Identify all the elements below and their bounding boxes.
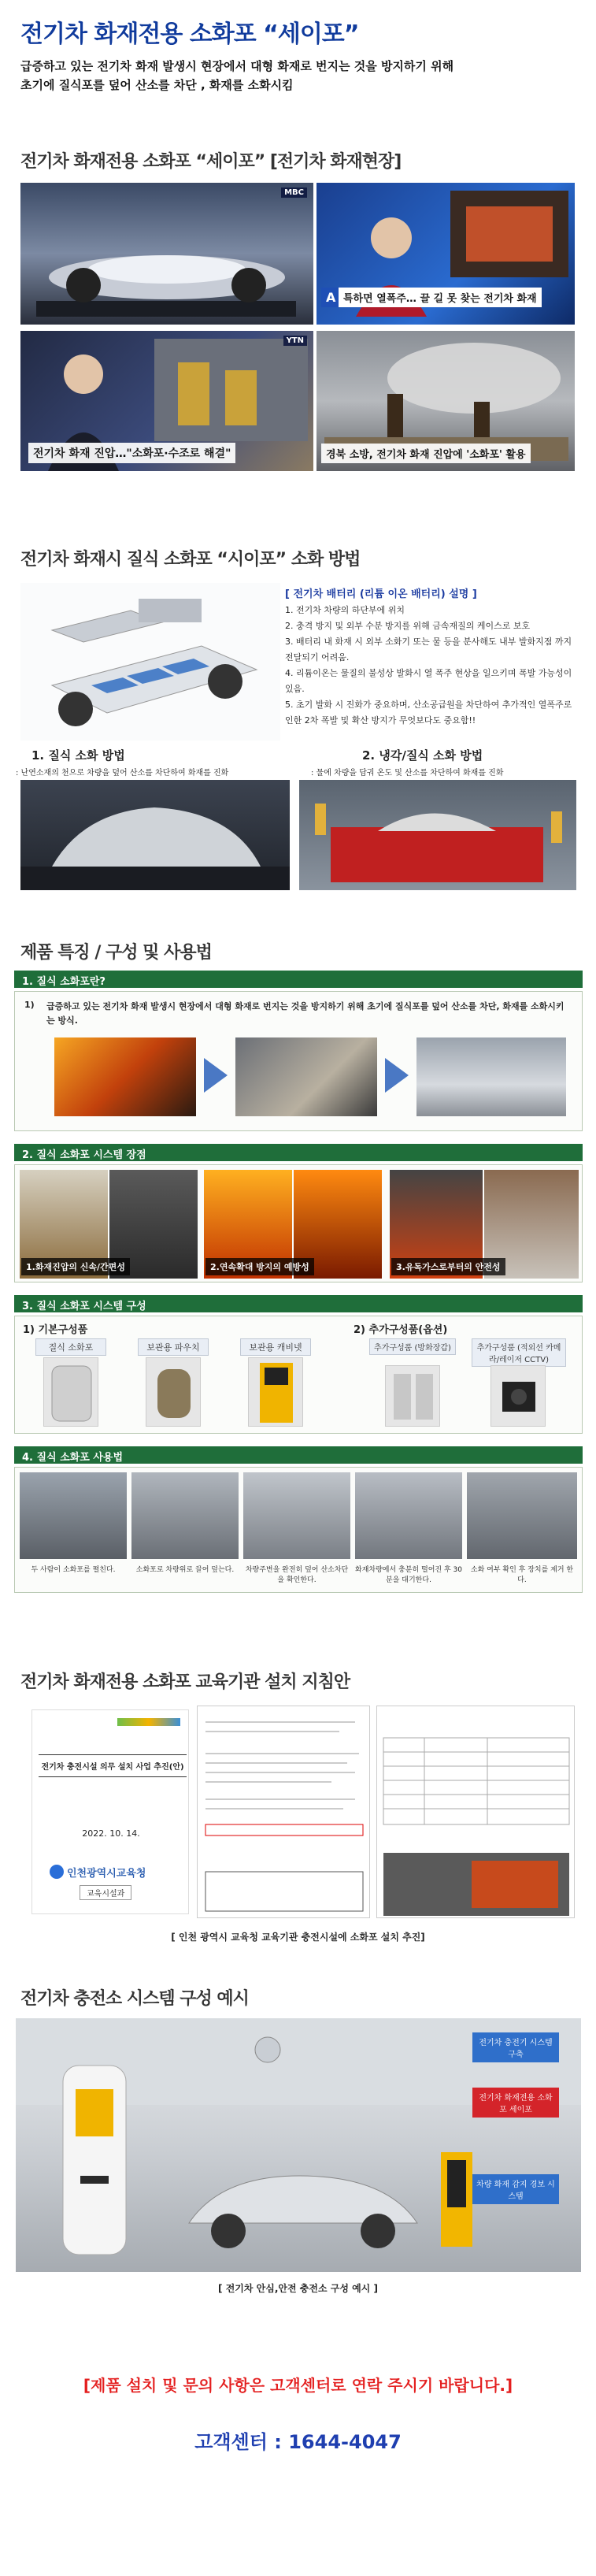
- edu-caption: [ 인천 광역시 교육청 교육기관 충전시설에 소화포 설치 추진]: [171, 1932, 425, 1943]
- method1-title: 1. 질식 소화 방법: [31, 748, 125, 763]
- glove-icon: [386, 1366, 441, 1427]
- subtitle-line-1: 급증하고 있는 전기차 화재 발생시 현장에서 대형 화재로 번지는 것을 방지하기 위해: [20, 59, 454, 73]
- what-is-text: 급증하고 있는 전기차 화재 발생시 현장에서 대형 화재로 번지는 것을 방지하기 위해 초기에 질식포를 덮어 산소를 차단, 화재를 소화시키는 방식.: [46, 1001, 565, 1026]
- usage-step-3: 차량주변을 완전히 덮어 산소차단을 확인한다.: [245, 1566, 349, 1584]
- arrow-right-2: [385, 1058, 409, 1093]
- photo-car-display: [20, 183, 313, 325]
- label-charger-system: 전기차 충전기 시스템 구축: [472, 2032, 559, 2062]
- section1-title: 전기차 화재전용 소화포 “세이포” [전기차 화재현장]: [20, 152, 402, 172]
- photo-cooling-car: [299, 780, 576, 890]
- pouch-image: [146, 1357, 201, 1427]
- photo-car-fire: [54, 1037, 196, 1116]
- extra-title: 2) 추가구성품(옵션): [354, 1324, 448, 1336]
- doc-logo-strip: [117, 1718, 180, 1726]
- basic-label-3: 보관용 캐비넷: [240, 1338, 311, 1356]
- photo-news-anchor-2: [20, 331, 313, 471]
- edu-doc-page-1: [197, 1706, 370, 1918]
- usage-photo-2: [131, 1472, 239, 1559]
- usage-step-5: 소화 여부 확인 후 장치를 제거 한다.: [470, 1566, 574, 1584]
- doc-title: 전기차 충전시설 의무 설치 사업 추진(안): [39, 1754, 187, 1777]
- page-title: 전기차 화재전용 소화포 “세이포”: [20, 20, 359, 48]
- photo-covered-vehicle: [416, 1037, 566, 1116]
- blanket-roll-image: [43, 1357, 98, 1427]
- battery-title: [ 전기차 배터리 (리튬 이온 배터리) 설명 ]: [285, 588, 477, 600]
- cabinet-icon: [249, 1358, 304, 1427]
- adv-label-2: 2.연속확대 방지의 예방성: [205, 1258, 314, 1275]
- adv-label-3: 3.유독가스로부터의 안전성: [391, 1258, 505, 1275]
- battery-item-3: 3. 배터리 내 화재 시 외부 소화기 또는 물 등을 분사해도 내부 발화지점 까지 전달되기 어려움.: [285, 637, 572, 663]
- panel-advantages: [14, 1164, 583, 1282]
- document-table-icon: [377, 1706, 576, 1919]
- usage-step-1: 두 사람이 소화포를 펼친다.: [31, 1566, 116, 1574]
- usage-step-2: 소화포로 차량위로 끌어 덮는다.: [135, 1566, 235, 1574]
- extra-label-2: 추가구성품 (적외선 카메라/레이저 CCTV): [472, 1338, 566, 1367]
- battery-pack-icon: [20, 583, 280, 741]
- battery-diagram: [20, 583, 280, 741]
- water-tank-car-icon: [299, 780, 576, 890]
- logo-mbc: MBC: [281, 187, 307, 198]
- news-caption-1: 특하면 열폭주… 끌 길 못 찾는 전기차 화재: [339, 288, 542, 307]
- panel-what-is: [14, 991, 583, 1131]
- news-caption-2: 전기차 화재 진압…"소화포·수조로 해결": [28, 443, 235, 463]
- usage-photo-1: [20, 1472, 127, 1559]
- edu-doc-cover: [31, 1709, 189, 1914]
- panel-usage: [14, 1467, 583, 1593]
- basic-label-2: 보관용 파우치: [138, 1338, 209, 1356]
- battery-item-4: 4. 리튬이온는 물질의 불성상 발화시 열 폭주 현상을 일으키며 폭발 가능성이 있음.: [285, 668, 572, 694]
- org-sub: 교육시설과: [80, 1885, 131, 1900]
- station-caption: [ 전기차 안심,안전 충전소 구성 예시 ]: [218, 2283, 378, 2294]
- photo-firefighters-blanket: [235, 1037, 377, 1116]
- org-emblem-icon: [50, 1865, 64, 1879]
- panel-components: [14, 1316, 583, 1434]
- gloves-image: [385, 1365, 440, 1427]
- edu-doc-page-2: [376, 1706, 575, 1918]
- basic-label-1: 질식 소화포: [35, 1338, 106, 1356]
- cabinet-image: [248, 1357, 303, 1427]
- battery-item-5: 5. 초기 발화 시 진화가 중요하며, 산소공급원을 차단하여 추가적인 열폭주로 인한 2차 폭발 및 확산 방지가 무엇보다도 중요함!!: [285, 700, 572, 726]
- document-lines-icon: [198, 1706, 371, 1919]
- battery-description: [285, 587, 576, 729]
- section4-title: 전기차 화재전용 소화포 교육기관 설치 지침안: [20, 1672, 350, 1692]
- photo-news-anchor-1: [317, 183, 575, 325]
- label-fire-detector: 차량 화재 감지 경보 시스템: [472, 2174, 559, 2204]
- usage-step-4: 화재차량에서 충분히 떨어진 후 30분을 대기한다.: [355, 1566, 462, 1584]
- adv-label-1: 1.화재진압의 신속/간편성: [21, 1258, 130, 1275]
- header: [0, 0, 596, 102]
- photo-fire-blanket-scene: [317, 331, 575, 471]
- doc-date: 2022. 10. 14.: [82, 1828, 140, 1839]
- photo-covered-car: [20, 780, 290, 890]
- band-advantages: 2. 질식 소화포 시스템 장점: [14, 1144, 583, 1161]
- blanket-car-icon: [20, 780, 290, 890]
- extra-label-1: 추가구성품 (방화장갑): [369, 1338, 456, 1355]
- footer-contact: 고객센터 : 1644-4047: [194, 2431, 402, 2453]
- battery-item-1: 1. 전기차 차량의 하단부에 위치: [285, 605, 405, 615]
- logo-a: A: [321, 288, 340, 307]
- usage-photo-4: [355, 1472, 462, 1559]
- usage-photo-5: [467, 1472, 577, 1559]
- camera-image: [490, 1365, 546, 1427]
- label-fire-blanket: 전기차 화재전용 소화포 세이포: [472, 2088, 559, 2118]
- pouch-icon: [146, 1358, 202, 1427]
- section2-title: 전기차 화재시 질식 소화포 “시이포” 소화 방법: [20, 550, 361, 570]
- arrow-right-1: [204, 1058, 228, 1093]
- section5-title: 전기차 충전소 시스템 구성 예시: [20, 1989, 249, 2009]
- method2-desc: : 물에 차량을 담궈 온도 및 산소를 차단하여 화재를 진화: [311, 769, 504, 778]
- usage-photo-3: [243, 1472, 350, 1559]
- subtitle-line-2: 초기에 질식포를 덮어 산소를 차단 , 화재를 소화시킴: [20, 78, 294, 92]
- method2-title: 2. 냉각/질식 소화 방법: [362, 748, 483, 763]
- car-chassis-icon: [20, 183, 313, 325]
- camera-icon: [491, 1366, 546, 1427]
- what-is-num: 1): [24, 1000, 35, 1010]
- basic-title: 1) 기본구성품: [23, 1324, 88, 1336]
- band-components: 3. 질식 소화포 시스템 구성: [14, 1295, 583, 1312]
- roll-icon: [44, 1358, 99, 1427]
- band-what-is: 1. 질식 소화포란?: [14, 971, 583, 988]
- method1-desc: : 난연소재의 천으로 차량을 덮어 산소를 차단하여 화재를 진화: [16, 769, 229, 778]
- news-caption-3: 경북 소방, 전기차 화재 진압에 '소화포' 활용: [321, 444, 531, 463]
- org-name: 인천광역시교육청: [67, 1868, 146, 1880]
- logo-ytn: YTN: [283, 336, 307, 346]
- footer-notice: [제품 설치 및 문의 사항은 고객센터로 연락 주시기 바랍니다.]: [83, 2376, 513, 2395]
- section3-title: 제품 특징 / 구성 및 사용법: [20, 943, 212, 963]
- band-usage: 4. 질식 소화포 사용법: [14, 1446, 583, 1464]
- battery-item-2: 2. 충격 방지 및 외부 수분 방지를 위해 금속재질의 케이스로 보호: [285, 621, 531, 631]
